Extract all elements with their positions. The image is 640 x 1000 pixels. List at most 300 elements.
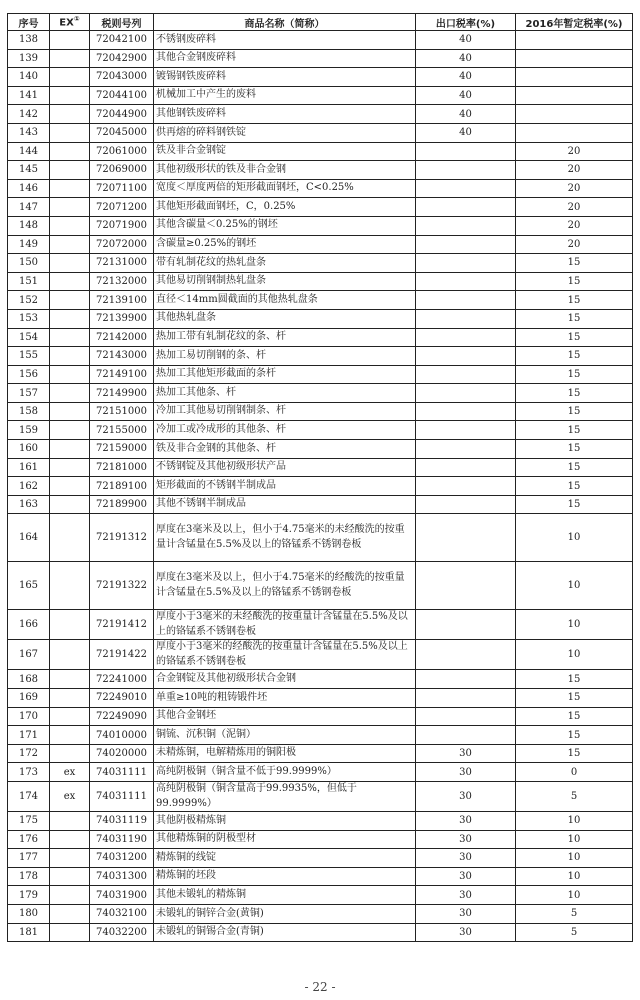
cell-name: 高纯阴极铜（铜含量不低于99.9999%） xyxy=(154,763,416,782)
cell-seq: 141 xyxy=(8,86,50,105)
cell-seq: 175 xyxy=(8,812,50,831)
cell-code: 72149100 xyxy=(90,365,154,384)
cell-export-rate: 40 xyxy=(416,123,516,142)
cell-ex xyxy=(50,254,90,273)
cell-name: 机械加工中产生的废料 xyxy=(154,86,416,105)
cell-code: 74032100 xyxy=(90,904,154,923)
cell-export-rate xyxy=(416,707,516,726)
cell-seq: 146 xyxy=(8,179,50,198)
cell-export-rate xyxy=(416,402,516,421)
cell-provisional-rate xyxy=(516,68,633,87)
cell-ex: ex xyxy=(50,763,90,782)
cell-export-rate xyxy=(416,198,516,217)
cell-code: 72181000 xyxy=(90,458,154,477)
cell-export-rate: 30 xyxy=(416,782,516,812)
cell-export-rate xyxy=(416,347,516,366)
table-row xyxy=(8,86,633,105)
cell-provisional-rate: 20 xyxy=(516,179,633,198)
cell-code: 72139900 xyxy=(90,309,154,328)
cell-code: 72043000 xyxy=(90,68,154,87)
cell-ex xyxy=(50,440,90,459)
cell-name: 厚度在3毫米及以上，但小于4.75毫米的经酸洗的按重量计含锰量在5.5%及以上的铬锰系不锈钢卷板 xyxy=(154,562,416,610)
cell-ex xyxy=(50,105,90,124)
tariff-table xyxy=(7,13,633,942)
cell-seq: 171 xyxy=(8,726,50,745)
cell-provisional-rate: 20 xyxy=(516,235,633,254)
cell-name: 铜锍、沉积铜（泥铜） xyxy=(154,726,416,745)
cell-provisional-rate xyxy=(516,31,633,50)
cell-ex xyxy=(50,384,90,403)
cell-provisional-rate: 15 xyxy=(516,477,633,496)
table-row xyxy=(8,514,633,562)
cell-seq: 144 xyxy=(8,142,50,161)
cell-provisional-rate: 20 xyxy=(516,198,633,217)
table-row xyxy=(8,142,633,161)
table-row xyxy=(8,179,633,198)
cell-export-rate xyxy=(416,514,516,562)
cell-name: 其他热轧盘条 xyxy=(154,309,416,328)
page-number: - 22 - xyxy=(304,980,336,994)
cell-seq: 156 xyxy=(8,365,50,384)
cell-name: 宽度＜厚度两倍的矩形截面钢坯，C<0.25% xyxy=(154,179,416,198)
cell-seq: 147 xyxy=(8,198,50,217)
table-row xyxy=(8,670,633,689)
header-ex-label: EX xyxy=(59,17,74,29)
cell-export-rate xyxy=(416,216,516,235)
cell-provisional-rate: 15 xyxy=(516,421,633,440)
cell-code: 74010000 xyxy=(90,726,154,745)
cell-provisional-rate: 15 xyxy=(516,726,633,745)
cell-provisional-rate xyxy=(516,105,633,124)
cell-name: 热加工其他条、杆 xyxy=(154,384,416,403)
cell-export-rate xyxy=(416,365,516,384)
cell-export-rate xyxy=(416,562,516,610)
cell-seq: 161 xyxy=(8,458,50,477)
table-row xyxy=(8,123,633,142)
cell-ex xyxy=(50,744,90,763)
cell-code: 72191422 xyxy=(90,640,154,670)
cell-code: 72131000 xyxy=(90,254,154,273)
cell-provisional-rate: 20 xyxy=(516,216,633,235)
cell-provisional-rate: 15 xyxy=(516,495,633,514)
table-row xyxy=(8,384,633,403)
cell-name: 未锻轧的铜锌合金(黄铜) xyxy=(154,904,416,923)
cell-export-rate: 30 xyxy=(416,744,516,763)
cell-ex xyxy=(50,123,90,142)
cell-provisional-rate xyxy=(516,123,633,142)
cell-code: 74031190 xyxy=(90,830,154,849)
cell-seq: 163 xyxy=(8,495,50,514)
table-row xyxy=(8,495,633,514)
cell-seq: 159 xyxy=(8,421,50,440)
cell-seq: 138 xyxy=(8,31,50,50)
cell-code: 72071200 xyxy=(90,198,154,217)
cell-export-rate: 40 xyxy=(416,49,516,68)
cell-provisional-rate: 10 xyxy=(516,886,633,905)
cell-seq: 164 xyxy=(8,514,50,562)
cell-provisional-rate: 15 xyxy=(516,365,633,384)
table-row xyxy=(8,235,633,254)
cell-seq: 139 xyxy=(8,49,50,68)
cell-code: 74031300 xyxy=(90,867,154,886)
cell-export-rate xyxy=(416,458,516,477)
cell-export-rate xyxy=(416,495,516,514)
cell-ex xyxy=(50,830,90,849)
cell-provisional-rate: 15 xyxy=(516,440,633,459)
cell-ex xyxy=(50,610,90,640)
table-row xyxy=(8,763,633,782)
table-row xyxy=(8,562,633,610)
cell-export-rate: 30 xyxy=(416,812,516,831)
cell-export-rate: 40 xyxy=(416,68,516,87)
cell-export-rate: 30 xyxy=(416,886,516,905)
cell-name: 其他未锻轧的精炼铜 xyxy=(154,886,416,905)
cell-export-rate xyxy=(416,384,516,403)
cell-code: 72151000 xyxy=(90,402,154,421)
cell-provisional-rate: 20 xyxy=(516,142,633,161)
cell-export-rate xyxy=(416,610,516,640)
cell-code: 72069000 xyxy=(90,161,154,180)
cell-ex xyxy=(50,886,90,905)
cell-code: 72132000 xyxy=(90,272,154,291)
table-row xyxy=(8,830,633,849)
cell-name: 其他精炼铜的阴极型材 xyxy=(154,830,416,849)
cell-name: 未锻轧的铜锡合金(青铜) xyxy=(154,923,416,942)
cell-ex xyxy=(50,514,90,562)
cell-code: 72045000 xyxy=(90,123,154,142)
table-row xyxy=(8,272,633,291)
cell-provisional-rate: 15 xyxy=(516,384,633,403)
table-row xyxy=(8,402,633,421)
cell-provisional-rate: 15 xyxy=(516,291,633,310)
cell-code: 72191322 xyxy=(90,562,154,610)
cell-provisional-rate xyxy=(516,86,633,105)
cell-export-rate: 30 xyxy=(416,763,516,782)
cell-ex xyxy=(50,923,90,942)
table-row xyxy=(8,347,633,366)
table-row xyxy=(8,254,633,273)
cell-export-rate: 40 xyxy=(416,31,516,50)
cell-code: 72241000 xyxy=(90,670,154,689)
cell-seq: 154 xyxy=(8,328,50,347)
cell-provisional-rate: 10 xyxy=(516,610,633,640)
cell-seq: 153 xyxy=(8,309,50,328)
cell-code: 72143000 xyxy=(90,347,154,366)
cell-seq: 178 xyxy=(8,867,50,886)
cell-seq: 172 xyxy=(8,744,50,763)
cell-seq: 177 xyxy=(8,849,50,868)
cell-export-rate xyxy=(416,254,516,273)
cell-ex xyxy=(50,328,90,347)
cell-seq: 166 xyxy=(8,610,50,640)
cell-seq: 167 xyxy=(8,640,50,670)
cell-ex xyxy=(50,689,90,708)
cell-name: 冷加工或冷成形的其他条、杆 xyxy=(154,421,416,440)
table-row xyxy=(8,726,633,745)
table-row xyxy=(8,477,633,496)
cell-ex xyxy=(50,142,90,161)
cell-ex xyxy=(50,670,90,689)
cell-code: 74020000 xyxy=(90,744,154,763)
cell-code: 72044100 xyxy=(90,86,154,105)
table-row xyxy=(8,31,633,50)
cell-name: 其他易切削钢制热轧盘条 xyxy=(154,272,416,291)
cell-provisional-rate: 10 xyxy=(516,830,633,849)
header-provisional-rate: 2016年暂定税率(%) xyxy=(516,14,633,31)
cell-name: 带有轧制花纹的热轧盘条 xyxy=(154,254,416,273)
cell-seq: 148 xyxy=(8,216,50,235)
cell-code: 72159000 xyxy=(90,440,154,459)
cell-name: 不锈钢废碎料 xyxy=(154,31,416,50)
cell-provisional-rate: 15 xyxy=(516,347,633,366)
cell-name: 热加工其他矩形截面的条杆 xyxy=(154,365,416,384)
table-row xyxy=(8,328,633,347)
cell-provisional-rate: 10 xyxy=(516,867,633,886)
cell-provisional-rate xyxy=(516,49,633,68)
table-row xyxy=(8,707,633,726)
cell-name: 不锈钢锭及其他初级形状产品 xyxy=(154,458,416,477)
cell-ex xyxy=(50,726,90,745)
cell-provisional-rate: 15 xyxy=(516,328,633,347)
cell-ex xyxy=(50,495,90,514)
cell-seq: 151 xyxy=(8,272,50,291)
cell-code: 74031111 xyxy=(90,763,154,782)
cell-seq: 140 xyxy=(8,68,50,87)
cell-export-rate xyxy=(416,179,516,198)
cell-seq: 180 xyxy=(8,904,50,923)
table-row xyxy=(8,744,633,763)
header-name: 商品名称（简称） xyxy=(154,14,416,31)
cell-ex xyxy=(50,707,90,726)
cell-provisional-rate: 15 xyxy=(516,458,633,477)
table-row xyxy=(8,812,633,831)
cell-name: 其他合金钢坯 xyxy=(154,707,416,726)
cell-provisional-rate: 5 xyxy=(516,782,633,812)
cell-export-rate xyxy=(416,689,516,708)
cell-provisional-rate: 10 xyxy=(516,812,633,831)
cell-seq: 162 xyxy=(8,477,50,496)
cell-export-rate xyxy=(416,670,516,689)
cell-provisional-rate: 10 xyxy=(516,640,633,670)
cell-ex xyxy=(50,31,90,50)
cell-ex xyxy=(50,235,90,254)
cell-seq: 170 xyxy=(8,707,50,726)
cell-code: 72061000 xyxy=(90,142,154,161)
cell-provisional-rate: 15 xyxy=(516,670,633,689)
cell-name: 其他矩形截面钢坯，C，0.25% xyxy=(154,198,416,217)
cell-ex: ex xyxy=(50,782,90,812)
cell-name: 高纯阴极铜（铜含量高于99.9935%，但低于99.9999%） xyxy=(154,782,416,812)
cell-ex xyxy=(50,309,90,328)
cell-ex xyxy=(50,179,90,198)
cell-code: 74032200 xyxy=(90,923,154,942)
cell-provisional-rate: 10 xyxy=(516,849,633,868)
cell-name: 其他阴极精炼铜 xyxy=(154,812,416,831)
table-row xyxy=(8,640,633,670)
cell-name: 未精炼铜，电解精炼用的铜阳极 xyxy=(154,744,416,763)
table-row xyxy=(8,867,633,886)
cell-seq: 149 xyxy=(8,235,50,254)
cell-provisional-rate: 0 xyxy=(516,763,633,782)
cell-export-rate: 40 xyxy=(416,86,516,105)
table-row xyxy=(8,309,633,328)
cell-name: 厚度小于3毫米的经酸洗的按重量计含锰量在5.5%及以上的铬锰系不锈钢卷板 xyxy=(154,640,416,670)
cell-ex xyxy=(50,291,90,310)
table-row xyxy=(8,291,633,310)
cell-code: 72142000 xyxy=(90,328,154,347)
cell-code: 72042900 xyxy=(90,49,154,68)
cell-export-rate: 40 xyxy=(416,105,516,124)
cell-code: 72155000 xyxy=(90,421,154,440)
cell-code: 74031900 xyxy=(90,886,154,905)
cell-seq: 165 xyxy=(8,562,50,610)
cell-ex xyxy=(50,347,90,366)
cell-name: 热加工带有轧制花纹的条、杆 xyxy=(154,328,416,347)
cell-name: 冷加工其他易切削钢制条、杆 xyxy=(154,402,416,421)
cell-export-rate xyxy=(416,161,516,180)
cell-export-rate xyxy=(416,640,516,670)
cell-export-rate xyxy=(416,291,516,310)
cell-name: 矩形截面的不锈钢半制成品 xyxy=(154,477,416,496)
table-row xyxy=(8,216,633,235)
cell-export-rate xyxy=(416,328,516,347)
table-row xyxy=(8,886,633,905)
cell-seq: 142 xyxy=(8,105,50,124)
cell-seq: 168 xyxy=(8,670,50,689)
table-row xyxy=(8,923,633,942)
cell-name: 单重≥10吨的粗铸锻件坯 xyxy=(154,689,416,708)
cell-provisional-rate: 15 xyxy=(516,272,633,291)
table-row xyxy=(8,458,633,477)
cell-code: 72072000 xyxy=(90,235,154,254)
cell-name: 精炼铜的线锭 xyxy=(154,849,416,868)
cell-ex xyxy=(50,198,90,217)
cell-seq: 143 xyxy=(8,123,50,142)
header-seq: 序号 xyxy=(8,14,50,31)
table-row xyxy=(8,421,633,440)
cell-name: 其他含碳量＜0.25%的钢坯 xyxy=(154,216,416,235)
cell-name: 厚度小于3毫米的未经酸洗的按重量计含锰量在5.5%及以上的铬锰系不锈钢卷板 xyxy=(154,610,416,640)
cell-seq: 176 xyxy=(8,830,50,849)
cell-code: 72071100 xyxy=(90,179,154,198)
cell-name: 供再熔的碎料钢铁锭 xyxy=(154,123,416,142)
cell-export-rate: 30 xyxy=(416,904,516,923)
footnote-marker: ① xyxy=(73,15,80,24)
cell-export-rate xyxy=(416,235,516,254)
cell-name: 镀锡钢铁废碎料 xyxy=(154,68,416,87)
cell-code: 72249090 xyxy=(90,707,154,726)
cell-ex xyxy=(50,272,90,291)
cell-seq: 169 xyxy=(8,689,50,708)
cell-export-rate xyxy=(416,440,516,459)
cell-provisional-rate: 5 xyxy=(516,904,633,923)
cell-code: 72189100 xyxy=(90,477,154,496)
cell-code: 72071900 xyxy=(90,216,154,235)
cell-ex xyxy=(50,161,90,180)
cell-name: 直径＜14mm圆截面的其他热轧盘条 xyxy=(154,291,416,310)
cell-code: 72044900 xyxy=(90,105,154,124)
cell-export-rate: 30 xyxy=(416,923,516,942)
cell-seq: 181 xyxy=(8,923,50,942)
cell-ex xyxy=(50,812,90,831)
cell-provisional-rate: 5 xyxy=(516,923,633,942)
cell-code: 74031111 xyxy=(90,782,154,812)
table-header xyxy=(8,14,633,31)
table-row xyxy=(8,610,633,640)
cell-provisional-rate: 20 xyxy=(516,161,633,180)
cell-code: 74031200 xyxy=(90,849,154,868)
cell-code: 72191412 xyxy=(90,610,154,640)
cell-ex xyxy=(50,365,90,384)
cell-ex xyxy=(50,458,90,477)
table-row xyxy=(8,689,633,708)
cell-provisional-rate: 15 xyxy=(516,402,633,421)
cell-name: 精炼铜的坯段 xyxy=(154,867,416,886)
cell-name: 厚度在3毫米及以上，但小于4.75毫米的未经酸洗的按重量计含锰量在5.5%及以上的铬锰系不锈钢卷板 xyxy=(154,514,416,562)
cell-ex xyxy=(50,477,90,496)
cell-seq: 145 xyxy=(8,161,50,180)
cell-ex xyxy=(50,562,90,610)
cell-ex xyxy=(50,86,90,105)
cell-code: 72042100 xyxy=(90,31,154,50)
cell-name: 合金钢锭及其他初级形状合金钢 xyxy=(154,670,416,689)
cell-seq: 179 xyxy=(8,886,50,905)
header-code: 税则号列 xyxy=(90,14,154,31)
table-row xyxy=(8,49,633,68)
table-row xyxy=(8,198,633,217)
cell-provisional-rate: 15 xyxy=(516,689,633,708)
cell-name: 铁及非合金钢锭 xyxy=(154,142,416,161)
cell-name: 铁及非合金钢的其他条、杆 xyxy=(154,440,416,459)
cell-ex xyxy=(50,402,90,421)
cell-seq: 160 xyxy=(8,440,50,459)
cell-export-rate xyxy=(416,477,516,496)
header-export-rate: 出口税率(%) xyxy=(416,14,516,31)
cell-export-rate xyxy=(416,142,516,161)
cell-ex xyxy=(50,421,90,440)
cell-ex xyxy=(50,49,90,68)
cell-name: 其他初级形状的铁及非合金钢 xyxy=(154,161,416,180)
cell-name: 其他合金钢废碎料 xyxy=(154,49,416,68)
cell-name: 热加工易切削钢的条、杆 xyxy=(154,347,416,366)
cell-code: 72249010 xyxy=(90,689,154,708)
cell-export-rate xyxy=(416,726,516,745)
cell-code: 72139100 xyxy=(90,291,154,310)
cell-export-rate: 30 xyxy=(416,849,516,868)
table-row xyxy=(8,849,633,868)
cell-seq: 158 xyxy=(8,402,50,421)
cell-export-rate: 30 xyxy=(416,830,516,849)
cell-provisional-rate: 15 xyxy=(516,254,633,273)
cell-provisional-rate: 15 xyxy=(516,744,633,763)
cell-export-rate xyxy=(416,421,516,440)
table-row xyxy=(8,105,633,124)
cell-code: 72191312 xyxy=(90,514,154,562)
cell-provisional-rate: 15 xyxy=(516,707,633,726)
cell-provisional-rate: 10 xyxy=(516,514,633,562)
cell-export-rate: 30 xyxy=(416,867,516,886)
cell-code: 74031119 xyxy=(90,812,154,831)
cell-name: 含碳量≥0.25%的钢坯 xyxy=(154,235,416,254)
table-row xyxy=(8,68,633,87)
cell-ex xyxy=(50,640,90,670)
cell-ex xyxy=(50,216,90,235)
cell-export-rate xyxy=(416,272,516,291)
cell-provisional-rate: 10 xyxy=(516,562,633,610)
cell-seq: 155 xyxy=(8,347,50,366)
cell-seq: 152 xyxy=(8,291,50,310)
cell-ex xyxy=(50,904,90,923)
